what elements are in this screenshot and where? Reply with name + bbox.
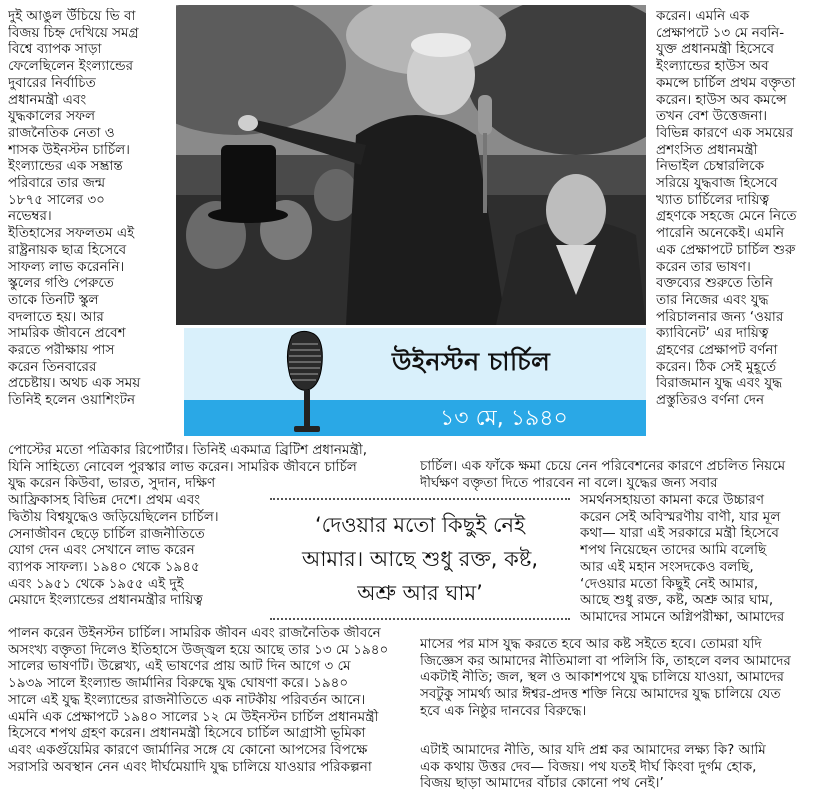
text-line: ফেলেছিলেন ইংল্যান্ডের bbox=[8, 58, 134, 75]
text-line: শাসক উইনস্টন চার্চিল। bbox=[8, 141, 130, 158]
text-line: এমনি এক প্রেক্ষাপটে ১৯৪০ সালের ১২ মে উইনস্টন চার্চিল প্রধানমন্ত্রী bbox=[8, 708, 379, 725]
text-line: সামরিক জীবনে প্রবেশ bbox=[8, 325, 126, 342]
text-line: সরাসরি অবস্থান নেন এবং দীর্ঘমেয়াদি যুদ্ধ চালিয়ে যাওয়ার পরিকল্পনা bbox=[8, 758, 372, 775]
text-line: পালন করেন উইনস্টন চার্চিল। সামরিক জীবন এবং রাজনৈতিক জীবনে bbox=[8, 625, 381, 641]
text-line: করেন তার ভাষণ। bbox=[656, 258, 751, 275]
text-line: খ্যাত চার্চিলের দায়িত্ব bbox=[656, 191, 770, 208]
text-line: বিশ্বে ব্যাপক সাড়া bbox=[8, 41, 102, 58]
column-right-top bbox=[656, 8, 826, 409]
text-line: একটাই নীতি; জল, স্থল ও আকাশপথে যুদ্ধ চালিয়ে যাওয়া, আমাদের bbox=[420, 669, 784, 686]
text-line: সমর্থনসহায়তা কামনা করে উচ্চারণ bbox=[580, 492, 764, 508]
text-line: হবে এক নিষ্ঠুর দানবের বিরুদ্ধে। bbox=[420, 702, 587, 719]
dateline: ১৩ মে, ১৯৪০ bbox=[440, 406, 568, 431]
column-left-bottom bbox=[8, 625, 413, 775]
text-line: ১৮৭৫ সালের ৩০ bbox=[8, 191, 105, 208]
text-line: স্কুলের গণ্ডি পেরুতে bbox=[8, 275, 114, 292]
text-line: দুবারের নির্বাচিত bbox=[8, 74, 96, 91]
text-line: এক কথায় উত্তর দেব— বিজয়। পথ যতই দীর্ঘ কিংবা দুর্গম হোক, bbox=[420, 758, 757, 775]
text-line: করেন তিনবারের bbox=[8, 358, 97, 375]
text-line: এবং ১৯৫১ থেকে ১৯৫৫ এই দুই bbox=[8, 575, 184, 592]
text-line: বক্তব্যের শুরুতে তিনি bbox=[656, 275, 773, 292]
text-line: সালের ভাষণটি। উল্লেখ্য, এই ভাষণের প্রায় আট দিন আগে ৩ মে bbox=[8, 658, 351, 675]
column-right-bottom bbox=[420, 636, 826, 720]
headline: উইনস্টন চার্চিল bbox=[392, 347, 551, 376]
text-line: আর এই মহান সংসদকেও বলছি, bbox=[580, 558, 754, 575]
text-line: অসংখ্য বক্তৃতা দিলেও ইতিহাসে উজ্জ্বল হয়ে আছে তার ১৩ মে ১৯৪০ bbox=[8, 641, 389, 658]
text-line: যোগ দেন এবং সেখানে লাভ করেন bbox=[8, 542, 195, 559]
text-line: সবটুকু সামর্থ্য আর ঈশ্বর-প্রদত্ত শক্তি নিয়ে আমাদের যুদ্ধ চালিয়ে যেত bbox=[420, 686, 781, 703]
text-line: ‘দেওয়ার মতো কিছুই নেই আমার, bbox=[580, 575, 759, 592]
pull-quote-line: ‘দেওয়ার মতো কিছুই নেই bbox=[315, 513, 525, 537]
text-line: দীর্ঘক্ষণ বক্তৃতা দিতে পারবেন না বলে। যুদ্ধের জন্য সবার bbox=[420, 474, 718, 491]
quote-divider-top bbox=[270, 498, 570, 500]
text-line: প্রেক্ষাপটে ১৩ মে নবনি- bbox=[656, 24, 785, 41]
text-line: প্রশংসিত প্রধানমন্ত্রী bbox=[656, 141, 758, 158]
churchill-photo bbox=[176, 5, 646, 325]
text-line: আফ্রিকাসহ বিভিন্ন দেশে। প্রথম এবং bbox=[8, 492, 201, 509]
text-line: কমন্সে চার্চিল প্রথম বক্তৃতা bbox=[656, 74, 796, 91]
column-right-mid-a bbox=[420, 458, 826, 491]
text-line: এবং একগুঁয়েমির কারণে জার্মানির সঙ্গে যে কোনো আপসের বিপক্ষে bbox=[8, 741, 368, 758]
text-line: ইংল্যান্ডের হাউস অব bbox=[656, 58, 769, 75]
text-line: গ্রহণের প্রেক্ষাপট বর্ণনা bbox=[656, 342, 778, 359]
text-line: নভেম্বর। bbox=[8, 208, 52, 225]
text-line: করেন। ঠিক সেই মুহূর্তে bbox=[656, 358, 777, 375]
text-line: এটাই আমাদের নীতি, আর যদি প্রশ্ন কর আমাদের লক্ষ্য কি? আমি bbox=[420, 742, 766, 758]
text-line: শপথ নিয়েছেন তাদের আমি বলেছি bbox=[580, 542, 767, 559]
column-right-mid-b bbox=[580, 492, 826, 626]
column-right-final bbox=[420, 742, 826, 792]
text-line: পরিচালনার জন্য ‘ওয়ার bbox=[656, 308, 784, 325]
text-line: সাফল্য লাভ করেননি। bbox=[8, 258, 125, 275]
text-line: বদলাতে হয়। আর bbox=[8, 308, 104, 325]
text-line: তখন বেশ উত্তেজনা। bbox=[656, 108, 768, 125]
text-line: কথা— যারা এই সরকারে মন্ত্রী হিসেবে bbox=[580, 525, 779, 542]
text-line: এক প্রেক্ষাপটে চার্চিল শুরু bbox=[656, 241, 796, 258]
text-line: ক্যাবিনেট’ এর দায়িত্ব bbox=[656, 325, 769, 342]
text-line: রাজনৈতিক নেতা ও bbox=[8, 124, 115, 141]
text-line: মেয়াদে ইংল্যান্ডের প্রধানমন্ত্রীর দায়িত্ব bbox=[8, 592, 203, 609]
text-line: করেন। এমনি এক bbox=[656, 8, 750, 24]
quote-divider-bottom bbox=[270, 618, 570, 620]
text-line: বিভিন্ন কারণে এক সময়ের bbox=[656, 124, 794, 141]
text-line: ইংল্যান্ডের এক সম্ভ্রান্ত bbox=[8, 158, 123, 175]
text-line: আমাদের সামনে অগ্নিপরীক্ষা, আমাদের bbox=[580, 608, 785, 625]
text-line: বিজয় চিহ্ন দেখিয়ে সমগ্র bbox=[8, 24, 139, 41]
text-line: দ্বিতীয় বিশ্বযুদ্ধেও জড়িয়েছিলেন চার্চিল। bbox=[8, 508, 219, 525]
text-line: আছে শুধু রক্ত, কষ্ট, অশ্রু আর ঘাম, bbox=[580, 592, 774, 609]
text-line: তিনিই হলেন ওয়াশিংটন bbox=[8, 392, 136, 409]
text-line: মাসের পর মাস যুদ্ধ করতে হবে আর কষ্ট সইতে হবে। তোমরা যদি bbox=[420, 636, 762, 652]
text-line: তার নিজের এবং যুদ্ধ bbox=[656, 291, 769, 308]
text-line: হিসেবে শপথ গ্রহণ করেন। প্রধানমন্ত্রী হিসেবে চার্চিল আগ্রাসী ভূমিকা bbox=[8, 725, 366, 742]
text-line: সেনাজীবন ছেড়ে চার্চিল রাজনীতিতে bbox=[8, 525, 205, 542]
text-line: প্রধানমন্ত্রী এবং bbox=[8, 91, 87, 108]
text-line: সালে এই যুদ্ধ ইংল্যান্ডের রাজনীতিতে এক নাটকীয় পরিবর্তন আনে। bbox=[8, 691, 366, 708]
text-line: করেন সেই অবিস্মরণীয় বাণী, যার মূল bbox=[580, 508, 781, 525]
text-line: প্রচেষ্টায়। অথচ এক সময় bbox=[8, 375, 141, 392]
text-line: দুই আঙুল উঁচিয়ে ভি বা bbox=[8, 8, 136, 24]
text-line: যুদ্ধ করেন কিউবা, ভারত, সুদান, দক্ষিণ bbox=[8, 475, 216, 492]
text-line: করতে পরীক্ষায় পাস bbox=[8, 342, 115, 359]
microphone-icon bbox=[270, 328, 340, 436]
text-line: বিরাজমান যুদ্ধ এবং যুদ্ধ bbox=[656, 375, 783, 392]
photo-illustration bbox=[176, 5, 646, 325]
text-line: যিনি সাহিত্যে নোবেল পুরস্কার লাভ করেন। সামরিক জীবনে চার্চিল bbox=[8, 458, 357, 475]
date-banner bbox=[184, 400, 646, 436]
text-line: পরিবারে তার জন্ম bbox=[8, 175, 106, 192]
text-line: রাষ্ট্রনায়ক ছাত্র হিসেবে bbox=[8, 241, 127, 258]
text-line: করেন। হাউস অব কমন্সে bbox=[656, 91, 787, 108]
text-line: যুক্ত প্রধানমন্ত্রী হিসেবে bbox=[656, 41, 775, 58]
pull-quote-line: অশ্রু আর ঘাম’ bbox=[357, 581, 483, 605]
text-line: প্রস্তুতিরও বর্ণনা দেন bbox=[656, 392, 764, 409]
pull-quote-line: আমার। আছে শুধু রক্ত, কষ্ট, bbox=[301, 547, 539, 571]
text-line: বিজয় ছাড়া আমাদের বাঁচার কোনো পথ নেই।’ bbox=[420, 775, 664, 792]
text-line: গ্রহণকে সহজে মেনে নিতে bbox=[656, 208, 797, 225]
text-line: তাকে তিনটি স্কুল bbox=[8, 291, 99, 308]
text-line: পোস্টের মতো পত্রিকার রিপোর্টার। তিনিই একমাত্র ব্রিটিশ প্রধানমন্ত্রী, bbox=[8, 442, 367, 458]
column-left-top bbox=[8, 8, 174, 409]
text-line: সরিয়ে যুদ্ধবাজ হিসেবে bbox=[656, 175, 778, 192]
text-line: পারেনি অনেকেই। এমনি bbox=[656, 225, 785, 242]
text-line: যুদ্ধকালের সফল bbox=[8, 108, 96, 125]
text-line: জিজ্ঞেস কর আমাদের নীতিমালা বা পলিসি কি, তাহলে বলব আমাদের bbox=[420, 652, 791, 669]
text-line: ব্যাপক সাফল্য। ১৯৪০ থেকে ১৯৪৫ bbox=[8, 558, 200, 575]
text-line: চার্চিল। এক ফাঁকে ক্ষমা চেয়ে নেন পরিবেশনের কারণে প্রচলিত নিয়মে bbox=[420, 458, 786, 474]
text-line: নিভাইল চেম্বারলিকে bbox=[656, 158, 765, 175]
pull-quote bbox=[270, 508, 570, 610]
text-line: ১৯৩৯ সালে ইংল্যান্ড জার্মানির বিরুদ্ধে যুদ্ধ ঘোষণা করে। ১৯৪০ bbox=[8, 675, 349, 692]
text-line: ইতিহাসের সফলতম এই bbox=[8, 225, 135, 242]
